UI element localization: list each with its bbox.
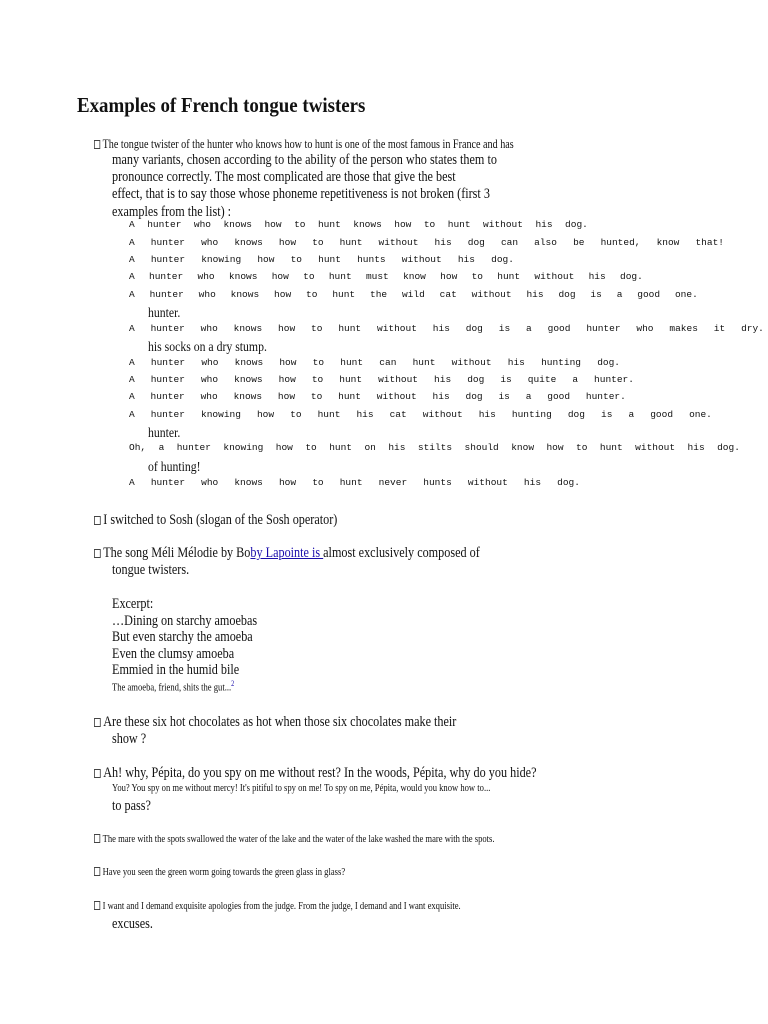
- variant-word: A: [129, 477, 135, 488]
- variant-word: hunt: [412, 357, 436, 368]
- variant-word: knowing: [201, 254, 242, 265]
- variant-word: hunter: [150, 357, 186, 368]
- variant-word: A: [129, 323, 135, 334]
- variant-word: who: [200, 374, 219, 385]
- variant-word: hunter: [149, 271, 184, 282]
- variant-word: to: [576, 442, 588, 453]
- variant-word: how: [271, 271, 289, 282]
- pepita-line-3: to pass?: [112, 798, 151, 814]
- bullet-icon: [94, 140, 100, 149]
- variant-word: good: [637, 289, 661, 300]
- variant-word: how: [257, 254, 275, 265]
- variant-word: how: [278, 237, 297, 248]
- excerpt-last-line: The amoeba, friend, shits the gut...$^2$: [112, 679, 235, 694]
- variant-word: hunter: [150, 323, 185, 334]
- variant-word: hunter: [150, 254, 186, 265]
- variant-word: A: [129, 219, 135, 230]
- variant-word: should: [464, 442, 499, 453]
- variant-word: one.: [689, 409, 712, 420]
- variant-word: hunt: [317, 409, 341, 420]
- variant-word: hunter: [176, 442, 211, 453]
- chocolates-line-2: show ?: [112, 731, 147, 747]
- excerpt-line-4: Emmied in the humid bile: [112, 662, 240, 678]
- pepita-line-2: You? You spy on me without mercy! It's pitiful to spy on me! To spy on me, Pépita, would you know how to...: [112, 782, 491, 794]
- chocolates-line-1: Are these six hot chocolates as hot when those six chocolates make their: [94, 714, 456, 731]
- variant-word: hunt: [339, 374, 363, 385]
- variant-word: knows: [230, 289, 260, 300]
- variant-word: dog: [465, 391, 483, 402]
- variant-row: [129, 391, 626, 402]
- variant-word: one.: [674, 289, 698, 300]
- variant-word: can: [379, 357, 397, 368]
- variant-row: [129, 289, 698, 300]
- bullet-icon: [94, 901, 100, 910]
- variant-word: dog: [465, 323, 483, 334]
- variant-word: is: [590, 289, 602, 300]
- variant-word: without: [471, 289, 512, 300]
- bullet-icon: [94, 516, 101, 525]
- variant-word: hunt: [328, 271, 352, 282]
- variant-word: knows: [228, 271, 258, 282]
- variant-word: who: [200, 323, 218, 334]
- judge-line-1: I want and I demand exquisite apologies from the judge. From the judge, I demand and I want exquisite.: [94, 900, 461, 912]
- variant-word: his: [687, 442, 705, 453]
- variant-word: a: [628, 409, 635, 420]
- variant-word: A: [129, 271, 135, 282]
- variant-word: to: [310, 391, 323, 402]
- variant-word: without: [378, 374, 419, 385]
- variant-word: hunt: [338, 323, 362, 334]
- variant-row: [129, 442, 740, 453]
- variant-word: knows: [234, 237, 263, 248]
- variant-word: must: [365, 271, 389, 282]
- variant-word: to: [471, 271, 483, 282]
- variant-word: the: [370, 289, 388, 300]
- variant-word: hunts: [357, 254, 386, 265]
- variant-word: who: [198, 289, 216, 300]
- variant-word: to: [303, 271, 315, 282]
- variant-word: dog.: [565, 219, 588, 230]
- variant-word: his: [432, 391, 450, 402]
- song-line-2: tongue twisters.: [112, 562, 190, 578]
- variant-word: who: [201, 357, 219, 368]
- variant-word: his: [388, 442, 406, 453]
- variant-word: without: [422, 409, 463, 420]
- variant-word: Oh,: [129, 442, 147, 453]
- song-line-1: The song Méli Mélodie by Boby Lapointe is almost exclusively composed of: [94, 545, 480, 562]
- variant-word: quite: [527, 374, 557, 385]
- variant-word: dog.: [597, 357, 620, 368]
- variant-word: how: [256, 409, 275, 420]
- variant-word: that!: [695, 237, 724, 248]
- variant-word: without: [467, 477, 508, 488]
- variant-word: be: [573, 237, 585, 248]
- variant-word: how: [275, 442, 293, 453]
- variant-word: dog: [467, 237, 485, 248]
- variant-word: without: [376, 391, 417, 402]
- variant-5-continuation: hunter.: [148, 306, 181, 321]
- variant-word: knowing: [201, 409, 241, 420]
- variant-word: a: [616, 289, 623, 300]
- variant-word: who: [200, 391, 218, 402]
- variant-word: can: [500, 237, 519, 248]
- variant-word: hunt: [340, 357, 364, 368]
- variant-word: knows: [233, 323, 263, 334]
- variant-word: how: [264, 219, 282, 230]
- variant-word: without: [635, 442, 676, 453]
- variant-word: knows: [234, 374, 263, 385]
- variant-word: dog.: [620, 271, 643, 282]
- variant-word: his: [432, 323, 450, 334]
- variant-row: [129, 237, 724, 248]
- variant-word: A: [129, 357, 135, 368]
- variant-word: is: [498, 391, 510, 402]
- variant-word: how: [440, 271, 458, 282]
- intro-line-2: many variants, chosen according to the ability of the person who states them to: [112, 152, 497, 168]
- variant-row: [129, 271, 643, 282]
- variant-word: hunted,: [600, 237, 641, 248]
- variant-word: hunter: [150, 374, 185, 385]
- variant-word: hunter.: [585, 391, 626, 402]
- intro-line-5: examples from the list) :: [112, 204, 232, 220]
- variant-word: A: [129, 374, 135, 385]
- variant-word: hunt: [338, 391, 361, 402]
- variant-word: his: [434, 374, 452, 385]
- variant-10-continuation: hunter.: [148, 426, 181, 441]
- variant-word: hunt: [339, 477, 363, 488]
- variant-word: hunt: [318, 254, 341, 265]
- variant-word: hunter.: [594, 374, 634, 385]
- page-title: Examples of French tongue twisters: [77, 93, 366, 117]
- bullet-icon: [94, 718, 101, 727]
- variant-word: who: [201, 237, 219, 248]
- sosh-line: I switched to Sosh (slogan of the Sosh operator): [94, 512, 356, 529]
- variant-word: who: [636, 323, 654, 334]
- variant-row: [129, 254, 514, 265]
- variant-word: A: [129, 237, 135, 248]
- variant-word: who: [201, 477, 219, 488]
- intro-line-4: effect, that is to say those whose phoneme repetitiveness is not broken (first 3: [112, 186, 490, 202]
- worm-line: Have you seen the green worm going towards the green glass in glass?: [94, 866, 345, 878]
- excerpt-line-1: …Dining on starchy amoebas: [112, 613, 258, 629]
- variant-word: cat: [389, 409, 407, 420]
- variant-word: good: [547, 323, 571, 334]
- variant-word: makes: [669, 323, 698, 334]
- variant-word: knowing: [223, 442, 264, 453]
- variant-word: who: [193, 219, 211, 230]
- variant-word: knows: [223, 219, 252, 230]
- variant-word: knows: [234, 357, 264, 368]
- variant-word: A: [129, 254, 135, 265]
- variant-word: hunt: [329, 442, 352, 453]
- variant-word: cat: [439, 289, 457, 300]
- variant-row: [129, 357, 620, 368]
- variant-word: hunts: [423, 477, 452, 488]
- variant-word: to: [311, 323, 323, 334]
- variant-word: a: [158, 442, 165, 453]
- variant-word: how: [546, 442, 564, 453]
- bullet-icon: [94, 769, 101, 778]
- variant-word: knows: [234, 477, 263, 488]
- bullet-icon: [94, 549, 101, 558]
- variant-word: his: [526, 289, 544, 300]
- variant-11-continuation: of hunting!: [148, 460, 201, 475]
- variant-word: without: [451, 357, 492, 368]
- variant-row: [129, 374, 634, 385]
- footnote-ref[interactable]: 2: [231, 679, 235, 688]
- variant-word: dog.: [557, 477, 580, 488]
- variant-row: [129, 409, 712, 420]
- variant-word: hunter: [150, 237, 186, 248]
- variant-word: hunt: [332, 289, 356, 300]
- variant-word: without: [378, 237, 419, 248]
- boby-lapointe-link[interactable]: by Lapointe is: [250, 545, 324, 561]
- variant-word: without: [401, 254, 442, 265]
- variant-word: dog: [558, 289, 576, 300]
- variant-word: hunt: [599, 442, 623, 453]
- variant-word: his: [523, 477, 542, 488]
- variant-word: to: [312, 477, 324, 488]
- variant-word: on: [364, 442, 376, 453]
- variant-word: good: [650, 409, 674, 420]
- variant-word: hunt: [317, 219, 341, 230]
- variant-row: [129, 219, 588, 230]
- bullet-icon: [94, 834, 100, 843]
- variant-word: how: [277, 391, 296, 402]
- variant-word: good: [547, 391, 571, 402]
- variant-word: who: [197, 271, 215, 282]
- variant-word: dog.: [491, 254, 514, 265]
- variant-word: stilts: [417, 442, 453, 453]
- variant-word: without: [483, 219, 523, 230]
- variant-word: his: [457, 254, 475, 265]
- variant-word: also: [534, 237, 557, 248]
- variant-word: hunter: [147, 219, 182, 230]
- excerpt-label: Excerpt:: [112, 596, 154, 612]
- variant-word: without: [377, 323, 417, 334]
- variant-word: hunt: [497, 271, 521, 282]
- variant-word: to: [312, 357, 325, 368]
- variant-word: without: [534, 271, 575, 282]
- variant-word: his: [507, 357, 525, 368]
- variant-word: how: [274, 289, 292, 300]
- variant-word: to: [290, 254, 302, 265]
- variant-word: know: [403, 271, 426, 282]
- variant-word: how: [394, 219, 412, 230]
- variant-word: to: [294, 219, 306, 230]
- variant-row: [129, 323, 764, 334]
- variant-word: his: [588, 271, 606, 282]
- excerpt-line-2: But even starchy the amoeba: [112, 629, 253, 645]
- variant-6-continuation: his socks on a dry stump.: [148, 340, 267, 355]
- mare-line: The mare with the spots swallowed the water of the lake and the water of the lake washed the mare with the spots.: [94, 833, 495, 845]
- variant-word: know: [656, 237, 680, 248]
- variant-word: wild: [401, 289, 425, 300]
- variant-word: is: [601, 409, 613, 420]
- variant-word: knows: [353, 219, 382, 230]
- variant-word: hunter: [586, 323, 621, 334]
- variant-word: to: [423, 219, 436, 230]
- variant-word: hunt: [447, 219, 471, 230]
- variant-row: [129, 477, 580, 488]
- variant-word: hunter: [149, 289, 184, 300]
- variant-word: hunter: [150, 409, 185, 420]
- variant-word: to: [306, 289, 318, 300]
- variant-word: his: [535, 219, 553, 230]
- variant-word: dog.: [717, 442, 740, 453]
- variant-word: know: [511, 442, 535, 453]
- intro-line-3: pronounce correctly. The most complicated are those that give the best: [112, 169, 456, 185]
- variant-word: to: [290, 409, 302, 420]
- intro-line-1: The tongue twister of the hunter who knows how to hunt is one of the most famous in France and has: [94, 136, 514, 152]
- variant-word: A: [129, 409, 135, 420]
- variant-word: how: [278, 323, 296, 334]
- variant-word: hunting: [541, 357, 581, 368]
- variant-word: dog: [467, 374, 485, 385]
- variant-word: dry.: [741, 323, 764, 334]
- variant-word: to: [311, 374, 324, 385]
- variant-word: is: [498, 323, 511, 334]
- variant-word: dog: [567, 409, 585, 420]
- variant-word: to: [305, 442, 317, 453]
- variant-word: hunter: [150, 391, 185, 402]
- variant-word: A: [129, 289, 135, 300]
- variant-word: A: [129, 391, 135, 402]
- variant-word: hunting: [511, 409, 552, 420]
- variant-word: how: [279, 357, 297, 368]
- variant-word: it: [713, 323, 726, 334]
- variant-word: hunt: [339, 237, 363, 248]
- variant-word: knows: [233, 391, 263, 402]
- judge-line-2: excuses.: [112, 916, 153, 932]
- pepita-line-1: Ah! why, Pépita, do you spy on me without rest? In the woods, Pépita, why do you hide?: [94, 765, 536, 782]
- variant-word: his: [356, 409, 374, 420]
- variant-word: never: [378, 477, 408, 488]
- variant-word: a: [525, 391, 532, 402]
- variant-word: a: [526, 323, 532, 334]
- variant-word: is: [500, 374, 512, 385]
- variant-word: his: [478, 409, 496, 420]
- variant-word: his: [434, 237, 452, 248]
- variant-word: a: [572, 374, 579, 385]
- bullet-icon: [94, 867, 100, 876]
- variant-word: hunter: [150, 477, 186, 488]
- variant-word: how: [278, 477, 297, 488]
- variant-word: to: [312, 237, 324, 248]
- excerpt-line-3: Even the clumsy amoeba: [112, 646, 235, 662]
- variant-word: how: [278, 374, 296, 385]
